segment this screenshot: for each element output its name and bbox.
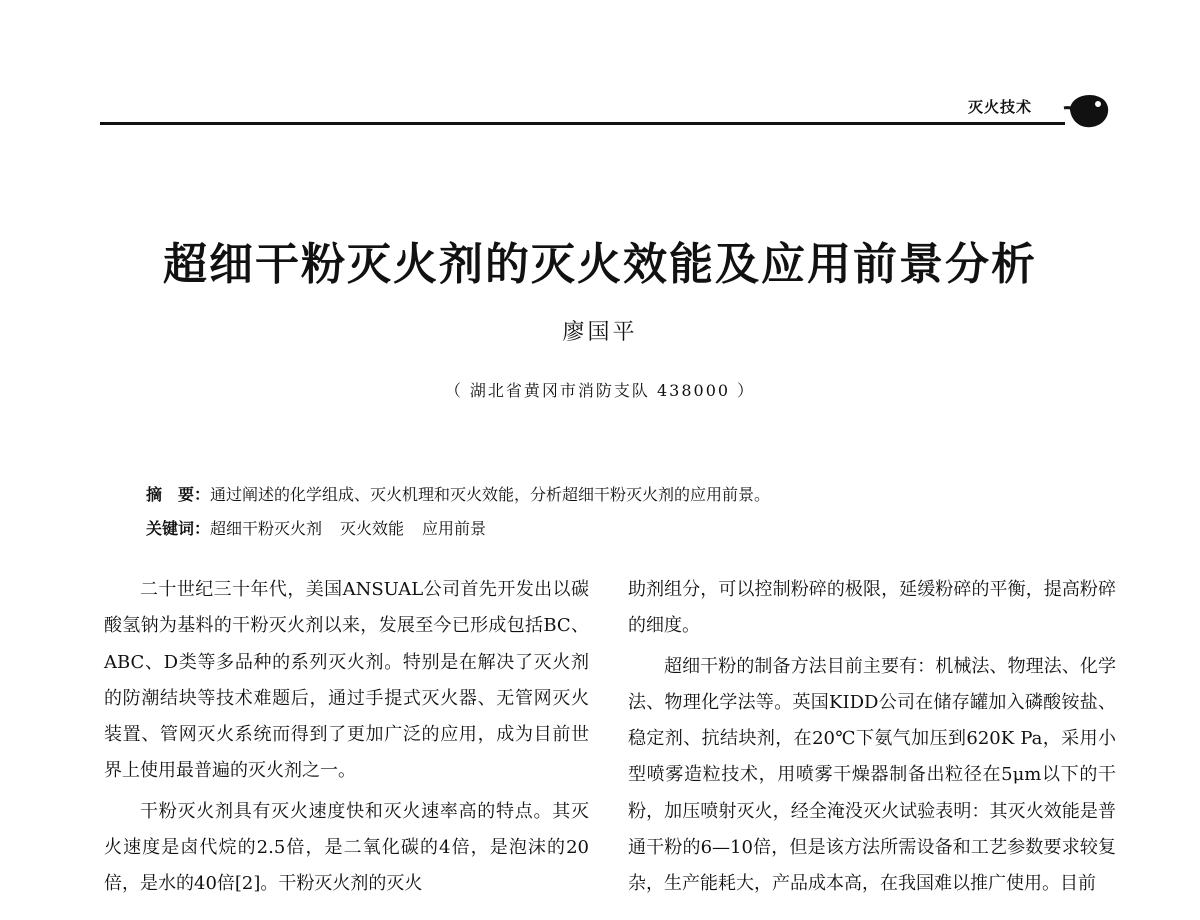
article-author: 廖国平 [562, 320, 638, 345]
abstract-text: 通过阐述的化学组成、灭火机理和灭火效能，分析超细干粉灭火剂的应用前景。 [210, 485, 771, 504]
body-column-right [628, 572, 1116, 903]
paragraph: 超细干粉的制备方法目前主要有：机械法、物理法、化学法、物理化学法等。英国KIDD公司在储存罐加入磷酸铵盐、稳定剂、抗结块剂，在20℃下氨气加压到620K Pa，采用小型喷雾造粒技术，用喷雾干燥器制备出粒径在5μm以下的干粉，加压喷射灭火，经全淹没灭火试验表明：其灭火效能是普通干粉的6—10倍，但是该方法所需设备和工艺参数要求较复杂，生产能耗大，产品成本高，在我国难以推广使用。目前 [628, 655, 1116, 895]
body-column-left [104, 572, 589, 903]
keyword-item: 超细干粉灭火剂 [210, 519, 323, 538]
abstract [146, 482, 770, 505]
paragraph: 二十世纪三十年代，美国ANSUAL公司首先开发出以碳酸氢钠为基料的干粉灭火剂以来，发展至今已形成包括BC、ABC、D类等多品种的系列灭火剂。特别是在解决了灭火剂的防潮结块等技术难题后，通过手提式灭火器、无管网灭火装置、管网灭火系统而得到了更加广泛的应用，成为目前世界上使用最普遍的灭火剂之一。 [104, 579, 589, 782]
paragraph: 助剂组分，可以控制粉碎的极限，延缓粉碎的平衡，提高粉碎的细度。 [628, 579, 1116, 637]
keywords-label: 关键词： [146, 519, 211, 538]
paragraph: 干粉灭火剂具有灭火速度快和灭火速率高的特点。其灭火速度是卤代烷的2.5倍，是二氧化碳的4倍，是泡沫的20倍，是水的40倍[2]。干粉灭火剂的灭火 [104, 800, 589, 895]
keyword-item: 应用前景 [422, 519, 487, 538]
header-rule [100, 122, 1065, 125]
keywords [146, 516, 504, 539]
author-affiliation: （ 湖北省黄冈市消防支队 438000 ） [444, 381, 756, 400]
section-header-label: 灭火技术 [968, 98, 1033, 116]
keyword-item: 灭火效能 [340, 519, 405, 538]
journal-logo-icon [1062, 88, 1112, 132]
article-title: 超细干粉灭火剂的灭火效能及应用前景分析 [163, 239, 1037, 290]
abstract-label: 摘 要： [146, 485, 211, 504]
